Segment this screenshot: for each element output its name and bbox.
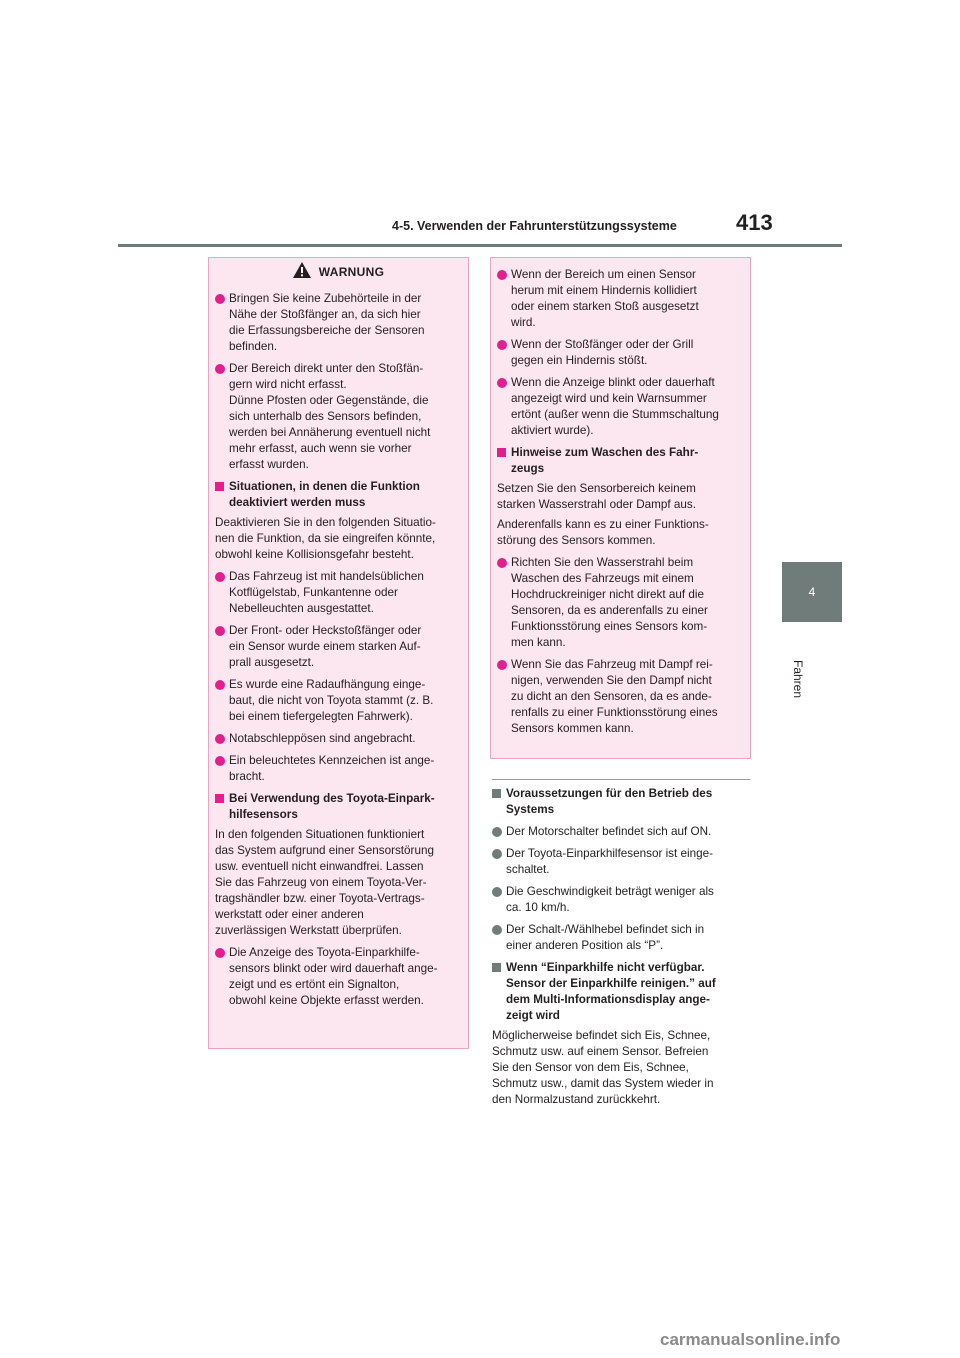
text-line: sensors blinkt oder wird dauerhaft ange- xyxy=(229,962,438,975)
text-line: Wenn Sie das Fahrzeug mit Dampf rei- xyxy=(511,658,713,671)
text-line: bracht. xyxy=(229,770,265,783)
text-line: gegen ein Hindernis stößt. xyxy=(511,354,648,367)
square-bullet-icon xyxy=(215,482,224,491)
header-rule xyxy=(118,244,842,247)
bullet-item xyxy=(215,945,462,1009)
text-line: Bringen Sie keine Zubehörteile in der xyxy=(229,292,422,305)
text-line: Notabschleppösen sind angebracht. xyxy=(229,732,416,745)
square-bullet-icon xyxy=(492,963,501,972)
text-line: obwohl keine Objekte erfasst werden. xyxy=(229,994,424,1007)
text-line: Voraussetzungen für den Betrieb des xyxy=(506,787,713,800)
text-line: deaktiviert werden muss xyxy=(229,496,366,509)
text-line: befinden. xyxy=(229,340,278,353)
text-line: renfalls zu einer Funktionsstörung eines xyxy=(511,706,718,719)
bullet-dot-icon xyxy=(492,849,502,859)
subheading xyxy=(215,479,462,511)
text-line: Waschen des Fahrzeugs mit einem xyxy=(511,572,694,585)
text-line: mehr erfasst, auch wenn sie vorher xyxy=(229,442,412,455)
text-line: zeugs xyxy=(511,462,545,475)
text-line: Nebelleuchten ausgestattet. xyxy=(229,602,374,615)
text-line: Schmutz usw. auf einem Sensor. Befreien xyxy=(492,1045,709,1058)
text-line: störung des Sensors kommen. xyxy=(497,534,656,547)
paragraph xyxy=(497,517,744,549)
text-line: Wenn die Anzeige blinkt oder dauerhaft xyxy=(511,376,715,389)
bullet-item xyxy=(497,555,744,651)
text-line: oder einem starken Stoß ausgesetzt xyxy=(511,300,699,313)
text-line: die Erfassungsbereiche der Sensoren xyxy=(229,324,425,337)
text-line: angezeigt wird und kein Warnsummer xyxy=(511,392,707,405)
bullet-item xyxy=(492,824,748,840)
text-line: den Normalzustand zurückkehrt. xyxy=(492,1093,661,1106)
bullet-dot-icon xyxy=(497,558,507,568)
chapter-tab xyxy=(782,562,842,622)
text-line: sich unterhalb des Sensors befinden, xyxy=(229,410,422,423)
text-line: Die Geschwindigkeit beträgt weniger als xyxy=(506,885,714,898)
bullet-item xyxy=(492,884,748,916)
text-line: Bei Verwendung des Toyota-Einpark- xyxy=(229,792,435,805)
text-line: Der Toyota-Einparkhilfesensor ist einge- xyxy=(506,847,714,860)
watermark: carmanualsonline.info xyxy=(660,1330,841,1349)
paragraph xyxy=(215,515,462,563)
warning-title: WARNUNG xyxy=(318,265,385,279)
text-line: Hochdruckreiniger nicht direkt auf die xyxy=(511,588,704,601)
warning-content xyxy=(215,291,462,1009)
square-bullet-icon xyxy=(215,794,224,803)
text-line: hilfesensors xyxy=(229,808,298,821)
text-line: Der Motorschalter befindet sich auf ON. xyxy=(506,825,712,838)
text-line: Wenn der Bereich um einen Sensor xyxy=(511,268,696,281)
bullet-dot-icon xyxy=(497,270,507,280)
text-line: ein Sensor wurde einem starken Auf- xyxy=(229,640,421,653)
text-line: zeigt wird xyxy=(506,1009,560,1022)
text-line: nen die Funktion, da sie eingreifen könnte, xyxy=(215,532,436,545)
text-line: Sie das Fahrzeug von einem Toyota-Ver- xyxy=(215,876,427,889)
text-line: usw. eventuell nicht einwandfrei. Lassen xyxy=(215,860,424,873)
text-line: bei einem tiefergelegten Fahrwerk). xyxy=(229,710,413,723)
bullet-dot-icon xyxy=(215,572,225,582)
text-line: Der Bereich direkt unter den Stoßfän- xyxy=(229,362,424,375)
body-column xyxy=(492,779,748,1108)
text-line: Nähe der Stoßfänger an, da sich hier xyxy=(229,308,421,321)
text-line: Ein beleuchtetes Kennzeichen ist ange- xyxy=(229,754,435,767)
text-line: starken Wasserstrahl oder Dampf aus. xyxy=(497,498,696,511)
text-line: Der Front- oder Heckstoßfänger oder xyxy=(229,624,422,637)
paragraph xyxy=(497,481,744,513)
text-line: zuverlässigen Werkstatt überprüfen. xyxy=(215,924,402,937)
text-line: Deaktivieren Sie in den folgenden Situatio- xyxy=(215,516,436,529)
subheading xyxy=(497,445,744,477)
text-line: Hinweise zum Waschen des Fahr- xyxy=(511,446,699,459)
text-line: dem Multi-Informationsdisplay ange- xyxy=(506,993,710,1006)
text-line: aktiviert wurde). xyxy=(511,424,594,437)
text-line: obwohl keine Kollisionsgefahr besteht. xyxy=(215,548,414,561)
paragraph xyxy=(492,1028,748,1108)
bullet-dot-icon xyxy=(497,340,507,350)
page-number: 413 xyxy=(736,210,773,235)
section-title: 4-5. Verwenden der Fahrunterstützungssysteme xyxy=(392,219,677,233)
bullet-item xyxy=(492,922,748,954)
text-line: werkstatt oder einer anderen xyxy=(215,908,364,921)
subheading xyxy=(492,786,748,818)
bullet-item xyxy=(497,337,744,369)
bullet-dot-icon xyxy=(215,626,225,636)
bullet-dot-icon xyxy=(215,948,225,958)
text-line: Es wurde eine Radaufhängung einge- xyxy=(229,678,426,691)
text-line: einer anderen Position als “P”. xyxy=(506,939,664,952)
bullet-dot-icon xyxy=(215,756,225,766)
subheading xyxy=(492,960,748,1024)
square-bullet-icon xyxy=(497,448,506,457)
text-line: Das Fahrzeug ist mit handelsüblichen xyxy=(229,570,424,583)
bullet-item xyxy=(215,569,462,617)
continued-box xyxy=(490,257,751,759)
bullet-item xyxy=(497,375,744,439)
body-content xyxy=(492,786,748,1108)
text-line: Sensor der Einparkhilfe reinigen.” auf xyxy=(506,977,716,990)
bullet-item xyxy=(497,657,744,737)
text-line: zu dicht an den Sensoren, da es ande- xyxy=(511,690,712,703)
text-line: Wenn “Einparkhilfe nicht verfügbar. xyxy=(506,961,705,974)
text-line: men kann. xyxy=(511,636,566,649)
paragraph xyxy=(215,827,462,939)
bullet-item xyxy=(492,846,748,878)
text-line: In den folgenden Situationen funktioniert xyxy=(215,828,425,841)
text-line: Situationen, in denen die Funktion xyxy=(229,480,420,493)
text-line: wird. xyxy=(511,316,536,329)
chapter-number: 4 xyxy=(808,585,816,599)
text-line: Wenn der Stoßfänger oder der Grill xyxy=(511,338,694,351)
bullet-item xyxy=(497,267,744,331)
bullet-item xyxy=(215,623,462,671)
warning-header xyxy=(209,258,468,286)
bullet-dot-icon xyxy=(492,887,502,897)
bullet-dot-icon xyxy=(492,827,502,837)
text-line: gern wird nicht erfasst. xyxy=(229,378,347,391)
text-line: nigen, verwenden Sie den Dampf nicht xyxy=(511,674,712,687)
text-line: schaltet. xyxy=(506,863,550,876)
bullet-dot-icon xyxy=(215,294,225,304)
text-line: Sie den Sensor von dem Eis, Schnee, xyxy=(492,1061,689,1074)
text-line: das System aufgrund einer Sensorstörung xyxy=(215,844,434,857)
column-rule xyxy=(492,779,750,780)
text-line: Schmutz usw., damit das System wieder in xyxy=(492,1077,714,1090)
bullet-dot-icon xyxy=(492,925,502,935)
bullet-item xyxy=(215,677,462,725)
subheading xyxy=(215,791,462,823)
text-line: Funktionsstörung eines Sensors kom- xyxy=(511,620,708,633)
bullet-dot-icon xyxy=(215,680,225,690)
chapter-label: Fahren xyxy=(791,660,805,699)
bullet-dot-icon xyxy=(497,378,507,388)
bullet-item xyxy=(215,753,462,785)
text-line: baut, die nicht von Toyota stammt (z. B. xyxy=(229,694,434,707)
text-line: werden bei Annäherung eventuell nicht xyxy=(229,426,431,439)
text-line: herum mit einem Hindernis kollidiert xyxy=(511,284,697,297)
text-line: Kotflügelstab, Funkantenne oder xyxy=(229,586,398,599)
text-line: Anderenfalls kann es zu einer Funktions- xyxy=(497,518,709,531)
continued-content xyxy=(497,267,744,737)
bullet-item xyxy=(215,731,462,747)
bullet-dot-icon xyxy=(497,660,507,670)
text-line: prall ausgesetzt. xyxy=(229,656,315,669)
text-line: Der Schalt-/Wählhebel befindet sich in xyxy=(506,923,705,936)
warning-box xyxy=(208,257,469,1049)
text-line: Setzen Sie den Sensorbereich keinem xyxy=(497,482,696,495)
warning-triangle-icon xyxy=(293,262,311,278)
text-line: Die Anzeige des Toyota-Einparkhilfe- xyxy=(229,946,420,959)
text-line: Systems xyxy=(506,803,555,816)
bullet-item xyxy=(215,361,462,473)
text-line: Dünne Pfosten oder Gegenstände, die xyxy=(229,394,429,407)
text-line: ertönt (außer wenn die Stummschaltung xyxy=(511,408,719,421)
text-line: erfasst wurden. xyxy=(229,458,309,471)
text-line: Richten Sie den Wasserstrahl beim xyxy=(511,556,694,569)
text-line: Sensoren, da es anderenfalls zu einer xyxy=(511,604,708,617)
square-bullet-icon xyxy=(492,789,501,798)
text-line: tragshändler bzw. einer Toyota-Vertrags- xyxy=(215,892,425,905)
text-line: Sensors kommen kann. xyxy=(511,722,634,735)
text-line: ca. 10 km/h. xyxy=(506,901,570,914)
bullet-item xyxy=(215,291,462,355)
bullet-dot-icon xyxy=(215,364,225,374)
bullet-dot-icon xyxy=(215,734,225,744)
text-line: Möglicherweise befindet sich Eis, Schnee, xyxy=(492,1029,711,1042)
text-line: zeigt und es ertönt ein Signalton, xyxy=(229,978,400,991)
